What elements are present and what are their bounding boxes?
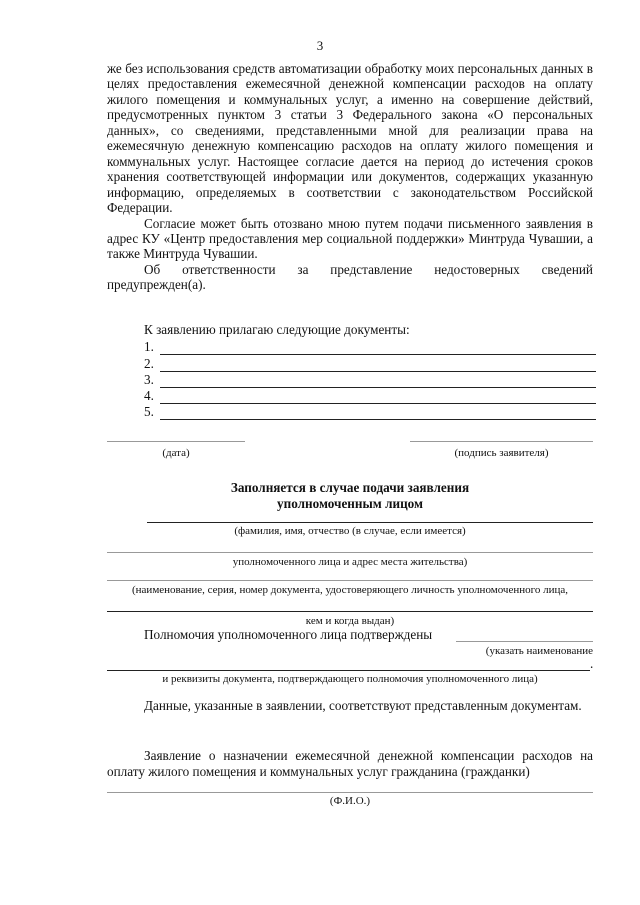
representative-heading-line1: Заполняется в случае подачи заявления	[230, 480, 470, 495]
attachment-field[interactable]	[160, 342, 596, 355]
attachments-list	[144, 322, 596, 420]
fio-short-caption: (Ф.И.О.)	[329, 795, 371, 807]
attachment-field[interactable]	[160, 391, 596, 404]
representative-fio-field[interactable]	[147, 522, 593, 523]
attachment-number: 2.	[144, 355, 154, 371]
attachment-number: 3.	[144, 371, 154, 387]
attachment-number: 4.	[144, 388, 154, 404]
representative-heading	[107, 480, 593, 512]
body-text	[107, 61, 593, 293]
issued-caption: кем и когда выдан)	[305, 615, 395, 627]
data-match-paragraph: Данные, указанные в заявлении, соответствуют представленным документам.	[144, 698, 582, 713]
date-caption: (дата)	[162, 447, 190, 459]
date-field[interactable]	[107, 441, 245, 442]
fio-caption: (фамилия, имя, отчество (в случае, если имеется)	[234, 525, 466, 537]
attachment-row	[144, 404, 596, 420]
authority-document-field[interactable]	[107, 670, 590, 671]
page-number: 3	[316, 38, 324, 53]
address-caption: уполномоченного лица и адрес места жительства)	[232, 556, 468, 568]
revoke-paragraph: Согласие может быть отозвано мною путем подачи письменного заявления в адрес КУ «Центр предоставления мер социальной поддержки» Минтруда Чувашии, а также Минтруда Чувашии.	[107, 215, 593, 262]
specify-caption: (указать наименование	[485, 645, 593, 657]
requisites-caption: и реквизиты документа, подтверждающего полномочия уполномоченного лица)	[162, 673, 538, 685]
representative-document-field[interactable]	[107, 580, 593, 581]
citizen-fio-field[interactable]	[107, 792, 593, 793]
attachment-row	[144, 355, 596, 371]
signature-field[interactable]	[410, 441, 593, 442]
authority-text: Полномочия уполномоченного лица подтверждены	[144, 627, 433, 642]
application-paragraph: Заявление о назначении ежемесячной денежной компенсации расходов на оплату жилого помещения и коммунальных услуг гражданина (гражданки)	[107, 748, 593, 779]
attachment-row	[144, 339, 596, 355]
authority-field[interactable]	[456, 641, 593, 642]
attachment-field[interactable]	[160, 407, 596, 420]
attachment-number: 1.	[144, 339, 154, 355]
signature-caption: (подпись заявителя)	[454, 447, 549, 459]
responsibility-paragraph: Об ответственности за представление недостоверных сведений предупрежден(а).	[107, 261, 593, 293]
period-mark: .	[590, 656, 594, 671]
attachment-field[interactable]	[160, 359, 596, 372]
representative-address-field[interactable]	[107, 552, 593, 553]
attachment-field[interactable]	[160, 375, 596, 388]
representative-heading-line2: уполномоченным лицом	[277, 496, 423, 511]
document-caption: (наименование, серия, номер документа, удостоверяющего личность уполномоченного лица,	[132, 584, 568, 596]
attachments-title: К заявлению прилагаю следующие документы:	[144, 322, 410, 337]
representative-issued-field[interactable]	[107, 611, 593, 612]
consent-paragraph: же без использования средств автоматизации обработку моих персональных данных в целях предоставления ежемесячной денежной компенсации расходов на оплату жилого помещения и коммунальных услуг, а именно на совершение действий, предусмотренных пунктом 3 статьи 3 Федерального закона «О персональных данных», со сведениями, представленными мной для реализации права на ежемесячную денежную компенсацию расходов на оплату жилого помещения и коммунальных услуг. Настоящее согласие дается на период до истечения сроков хранения соответствующей информации или документов, содержащих указанную информацию, определяемых в соответствии с законодательством Российской Федерации.	[107, 61, 593, 216]
attachment-row	[144, 388, 596, 404]
attachment-row	[144, 372, 596, 388]
attachment-number: 5.	[144, 404, 154, 420]
